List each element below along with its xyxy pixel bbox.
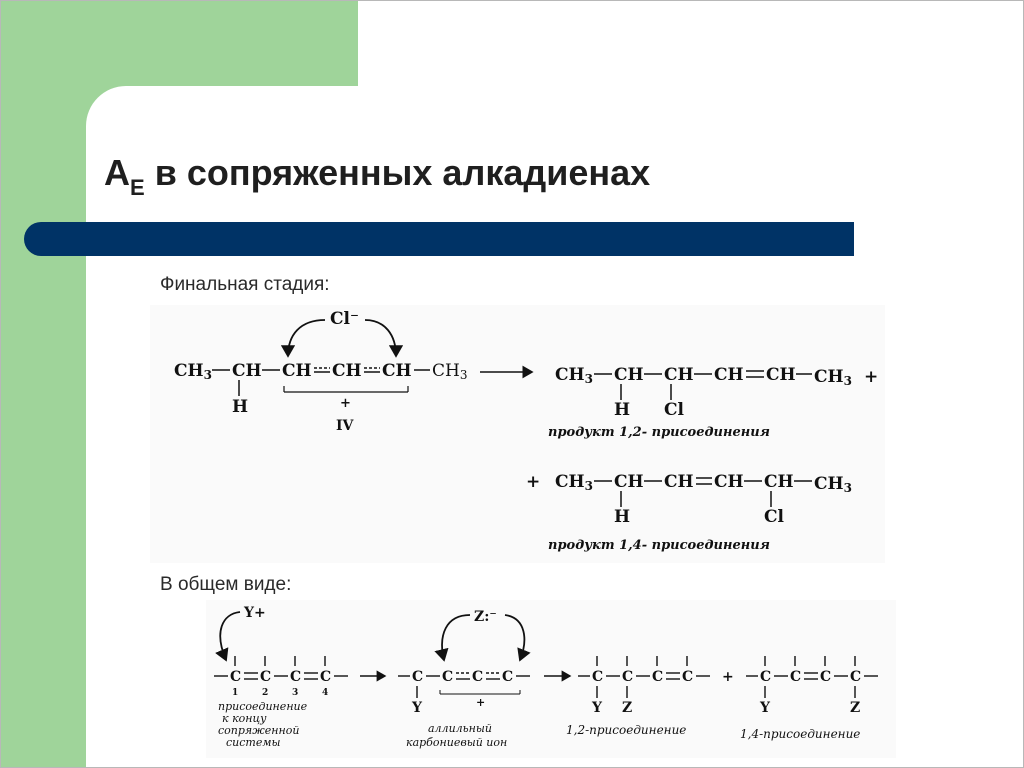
svg-text:C: C [260, 669, 272, 685]
svg-text:C: C [820, 669, 832, 685]
svg-text:+: + [476, 696, 486, 709]
svg-text:Y: Y [760, 700, 770, 716]
adduct-1-4 [740, 656, 878, 741]
intermediate-label: IV [336, 418, 354, 434]
svg-text:CH3: CH3 [814, 367, 852, 388]
label-general-form: В общем виде: [160, 574, 292, 595]
svg-text:CH: CH [382, 361, 412, 381]
svg-text:C: C [682, 669, 694, 685]
electrophile-label: Y+ [244, 605, 266, 621]
electrophile-arrow [220, 612, 240, 660]
title-subscript: E [130, 175, 145, 200]
svg-text:CH3: CH3 [555, 365, 593, 386]
svg-text:CH: CH [614, 365, 644, 385]
svg-text:C: C [412, 669, 424, 685]
svg-text:C: C [442, 669, 454, 685]
allyl-cation-formula [398, 609, 530, 749]
product-1-4-caption: продукт 1,4- присоединения [548, 538, 771, 553]
svg-text:присоединение: присоединение [218, 700, 308, 713]
svg-text:C: C [652, 669, 664, 685]
svg-text:CH: CH [332, 361, 362, 381]
svg-text:1,4-присоединение: 1,4-присоединение [740, 727, 861, 741]
svg-text:C: C [320, 669, 332, 685]
title-letter: A [104, 152, 130, 193]
title-text: в сопряженных алкадиенах [144, 152, 651, 193]
svg-text:CH: CH [664, 472, 694, 492]
product-1-2-caption: продукт 1,2- присоединения [548, 425, 771, 440]
svg-text:CH: CH [766, 365, 796, 385]
adduct-1-2 [566, 656, 710, 737]
svg-text:CH: CH [714, 472, 744, 492]
svg-text:C: C [472, 669, 484, 685]
svg-text:C: C [230, 669, 242, 685]
svg-text:CH: CH [714, 365, 744, 385]
svg-text:Z: Z [850, 700, 861, 716]
svg-text:C: C [760, 669, 772, 685]
svg-text:к концу: к концу [222, 712, 267, 725]
svg-text:CH: CH [282, 361, 312, 381]
svg-text:+: + [526, 472, 541, 492]
svg-text:C: C [592, 669, 604, 685]
svg-text:C: C [290, 669, 302, 685]
svg-text:аллильный: аллильный [428, 722, 492, 735]
svg-text:H: H [614, 507, 631, 527]
svg-text:Y: Y [412, 700, 422, 716]
svg-text:+: + [340, 396, 351, 411]
svg-text:CH3: CH3 [432, 361, 468, 382]
svg-text:3: 3 [292, 688, 299, 698]
nucleophile-label: Z:⁻ [474, 609, 497, 625]
svg-text:H: H [614, 400, 631, 420]
svg-text:сопряженной: сопряженной [218, 724, 300, 737]
svg-text:C: C [502, 669, 514, 685]
diene-formula [214, 656, 348, 749]
svg-text:CH: CH [232, 361, 262, 381]
svg-text:1,2-присоединение: 1,2-присоединение [566, 723, 687, 737]
svg-text:Cl: Cl [664, 400, 684, 420]
svg-text:CH3: CH3 [555, 472, 593, 493]
svg-text:1: 1 [232, 688, 239, 698]
svg-text:+: + [864, 367, 879, 387]
svg-text:Cl: Cl [764, 507, 784, 527]
svg-text:карбониевый ион: карбониевый ион [406, 736, 508, 749]
svg-text:CH3: CH3 [814, 474, 852, 495]
svg-text:Z: Z [622, 700, 633, 716]
svg-text:H: H [232, 397, 249, 417]
svg-text:C: C [850, 669, 862, 685]
svg-text:C: C [622, 669, 634, 685]
svg-text:C: C [790, 669, 802, 685]
svg-text:CH: CH [664, 365, 694, 385]
svg-text:Y: Y [592, 700, 602, 716]
svg-text:CH: CH [764, 472, 794, 492]
svg-text:2: 2 [262, 688, 269, 698]
svg-text:4: 4 [322, 688, 329, 698]
reagent-chloride: Cl⁻ [330, 309, 359, 329]
svg-text:системы: системы [226, 736, 281, 749]
svg-text:CH3: CH3 [174, 361, 212, 382]
label-final-stage: Финальная стадия: [160, 274, 330, 295]
plus-sign: + [722, 669, 734, 685]
svg-text:CH: CH [614, 472, 644, 492]
